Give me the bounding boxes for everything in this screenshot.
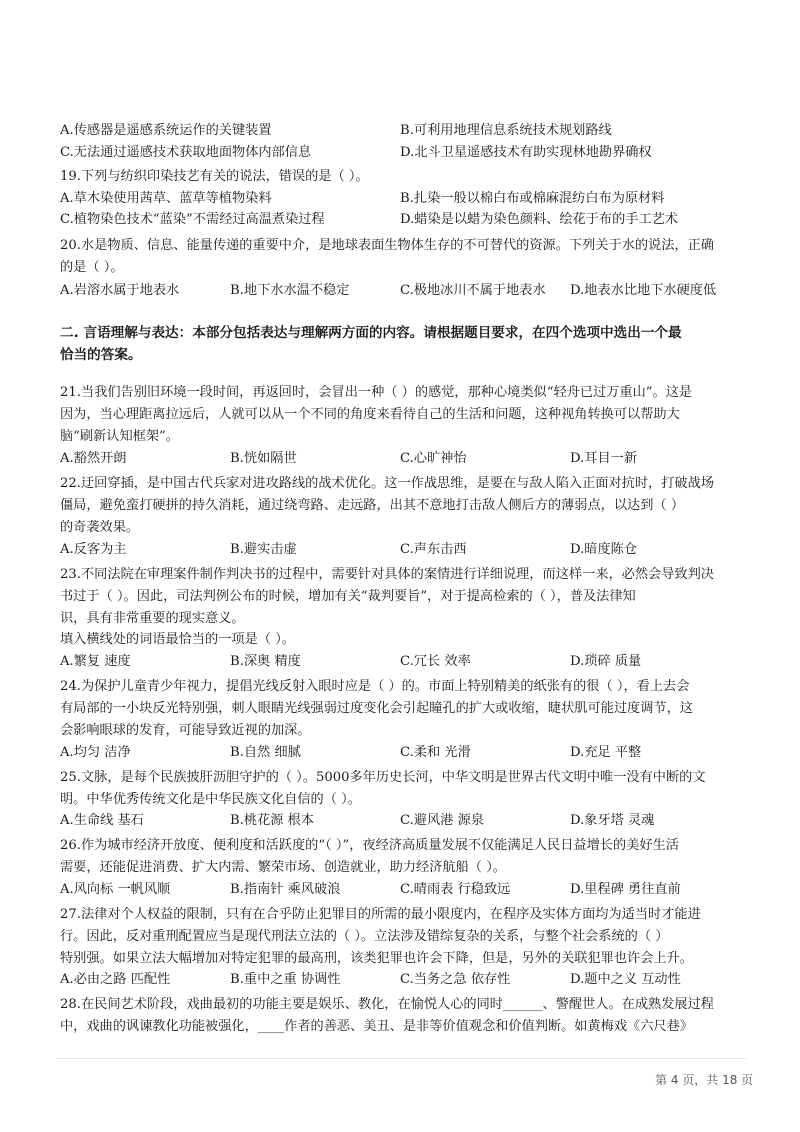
q27-options (60, 971, 760, 989)
q23-options (60, 653, 760, 671)
q22-options (60, 541, 760, 559)
q27-stem-line3: 特别强。如果立法大幅增加对特定犯罪的最高刑，该类犯罪也许会下降，但是，另外的关联犯罪也许会上升。 (60, 951, 693, 966)
q22-option-c: C.声东击西 (400, 542, 467, 557)
q26-option-a: A.风向标 一帆风顺 (60, 882, 171, 897)
q26-stem-line2: 需要，还能促进消费、扩大内需、繁荣市场、创造就业，助力经济航船（ ）。 (60, 860, 506, 875)
q22-stem-line3: 的奇袭效果。 (60, 520, 140, 535)
q27-option-c: C.当务之急 依存性 (400, 972, 511, 987)
q23-stem-line3: 识，具有非常重要的现实意义。 (60, 611, 245, 626)
q24-options (60, 744, 760, 762)
q26-option-d: D.里程碑 勇往直前 (570, 882, 681, 897)
q19-options-row1 (60, 190, 760, 208)
q20-option-b: B.地下水水温不稳定 (230, 283, 350, 298)
q20-option-c: C.极地冰川不属于地表水 (400, 283, 546, 298)
q21-stem-line1: 21.当我们告别旧环境一段时间，再返回时，会冒出一种（ ）的感觉，那种心境类似“轻舟已过万重山”。这是 (60, 385, 693, 400)
q21-stem-line3: 脑“刷新认知框架”。 (60, 429, 179, 444)
q20-option-d: D.地表水比地下水硬度低 (570, 283, 717, 298)
q24-stem-line2: 有局部的一小块反光特别强，刺人眼睛光线强弱过度变化会引起瞳孔的扩大或收缩，睫状肌可能过度调节，这 (60, 701, 693, 716)
section-heading-line2: 恰当的答案。 (60, 347, 142, 363)
q28-stem-line1: 28.在民间艺术阶段，戏曲最初的功能主要是娱乐、教化，在愉悦人心的同时______、警醒世人。在成熟发展过程 (60, 997, 714, 1012)
q19-option-b: B.扎染一般以棉白布或棉麻混纺白布为原材料 (400, 191, 665, 206)
q20-options (60, 282, 760, 300)
q25-option-b: B.桃花源 根本 (230, 813, 315, 828)
q22-option-d: D.暗度陈仓 (570, 542, 638, 557)
q22-stem-line1: 22.迂回穿插，是中国古代兵家对进攻路线的战术优化。这一作战思维，是要在与敌人陷入正面对抗时，打破战场 (60, 476, 714, 491)
q23-instruction: 填入横线处的词语最恰当的一项是（ ）。 (60, 632, 295, 647)
q20-option-a: A.岩溶水属于地表水 (60, 283, 180, 298)
q19-stem: 19.下列与纺织印染技艺有关的说法，错误的是（ ）。 (60, 169, 369, 184)
q23-option-a: A.繁复 速度 (60, 654, 131, 669)
q22-stem-line2: 僵局，避免蛮打硬拼的持久消耗，通过绕弯路、走远路，出其不意地打击敌人侧后方的薄弱点，以达到（ ） (60, 498, 685, 513)
q24-option-d: D.充足 平整 (570, 745, 642, 760)
q23-option-d: D.琐碎 质量 (570, 654, 642, 669)
q18-options-row2 (60, 144, 760, 162)
q19-option-c: C.植物染色技术“蓝染”不需经过高温煮染过程 (60, 212, 325, 227)
q18-options-row1 (60, 122, 760, 140)
q22-option-a: A.反客为主 (60, 542, 127, 557)
q25-option-c: C.避风港 源泉 (400, 813, 484, 828)
q25-option-a: A.生命线 基石 (60, 813, 144, 828)
q27-option-d: D.题中之义 互动性 (570, 972, 681, 987)
q21-option-d: D.耳目一新 (570, 451, 638, 466)
q23-option-c: C.冗长 效率 (400, 654, 471, 669)
q24-option-b: B.自然 细腻 (230, 745, 301, 760)
q18-option-a: A.传感器是遥感系统运作的关键装置 (60, 123, 272, 138)
q24-option-c: C.柔和 光滑 (400, 745, 471, 760)
q26-stem-line1: 26.作为城市经济开放度、便利度和活跃度的“（ ）”，夜经济高质量发展不仅能满足人民日益增长的美好生活 (60, 838, 679, 853)
q24-option-a: A.均匀 洁净 (60, 745, 131, 760)
q26-options (60, 881, 760, 899)
q27-stem-line1: 27.法律对个人权益的限制，只有在合乎防止犯罪目的所需的最小限度内，在程序及实体方面均为适当时才能进 (60, 907, 701, 922)
q25-option-d: D.象牙塔 灵魂 (570, 813, 655, 828)
q21-stem-line2: 因为，当心理距离拉远后，人就可以从一个不同的角度来看待自己的生活和问题，这种视角转换可以帮助大 (60, 407, 680, 422)
q25-stem-line2: 明。中华优秀传统文化是中华民族文化自信的（ ）。 (60, 792, 361, 807)
q18-option-c: C.无法通过遥感技术获取地面物体内部信息 (60, 145, 312, 160)
q20-stem-line2: 的是（ ）。 (60, 260, 124, 275)
q19-option-a: A.草木染使用茜草、蓝草等植物染料 (60, 191, 272, 206)
q21-option-b: B.恍如隔世 (230, 451, 297, 466)
q22-option-b: B.避实击虚 (230, 542, 297, 557)
footer-divider (56, 1058, 746, 1059)
q28-stem-line2: 中，戏曲的讽谏教化功能被强化，____作者的善恶、美丑、是非等价值观念和价值判断。如黄梅戏《六尺巷》 (60, 1019, 693, 1034)
q23-stem-line2: 书过于（ ）。因此，司法判例公布的时候，增加有关“裁判要旨”，对于提高检索的（ ），普及法律知 (60, 589, 636, 604)
q19-option-d: D.蜡染是以蜡为染色颜料、绘花于布的手工艺术 (400, 212, 679, 227)
q24-stem-line1: 24.为保护儿童青少年视力，提倡光线反射入眼时应是（ ）的。市面上特别精美的纸张有的很（ ），看上去会 (60, 679, 690, 694)
section-heading-line1: 二. 言语理解与表达：本部分包括表达与理解两方面的内容。请根据题目要求，在四个选项中选出一个最 (60, 325, 682, 341)
q21-option-a: A.豁然开朗 (60, 451, 127, 466)
q27-stem-line2: 行。因此，反对重刑配置应当是现代刑法立法的（ ）。立法涉及错综复杂的关系，与整个社会系统的（ ） (60, 929, 669, 944)
q25-options (60, 812, 760, 830)
q26-option-b: B.指南针 乘风破浪 (230, 882, 341, 897)
q27-option-a: A.必由之路 匹配性 (60, 972, 171, 987)
q27-option-b: B.重中之重 协调性 (230, 972, 341, 987)
q21-option-c: C.心旷神怡 (400, 451, 467, 466)
q23-stem-line1: 23.不同法院在审理案件制作判决书的过程中，需要针对具体的案情进行详细说理，而这样一来，必然会导致判决 (60, 567, 714, 582)
page-number: 第 4 页，共 18 页 (655, 1073, 754, 1087)
q21-options (60, 450, 760, 468)
q18-option-d: D.北斗卫星遥感技术有助实现林地勘界确权 (400, 145, 652, 160)
q26-option-c: C.晴雨表 行稳致远 (400, 882, 511, 897)
q25-stem-line1: 25.文脉，是每个民族披肝沥胆守护的（ ）。5000多年历史长河，中华文明是世界古代文明中唯一没有中断的文 (60, 770, 706, 785)
q18-option-b: B.可利用地理信息系统技术规划路线 (400, 123, 612, 138)
q23-option-b: B.深奥 精度 (230, 654, 301, 669)
q19-options-row2 (60, 211, 760, 229)
q20-stem-line1: 20.水是物质、信息、能量传递的重要中介，是地球表面生物体生存的不可替代的资源。下列关于水的说法，正确 (60, 238, 714, 253)
q24-stem-line3: 会影响眼球的发育，可能导致近视的加深。 (60, 723, 311, 738)
